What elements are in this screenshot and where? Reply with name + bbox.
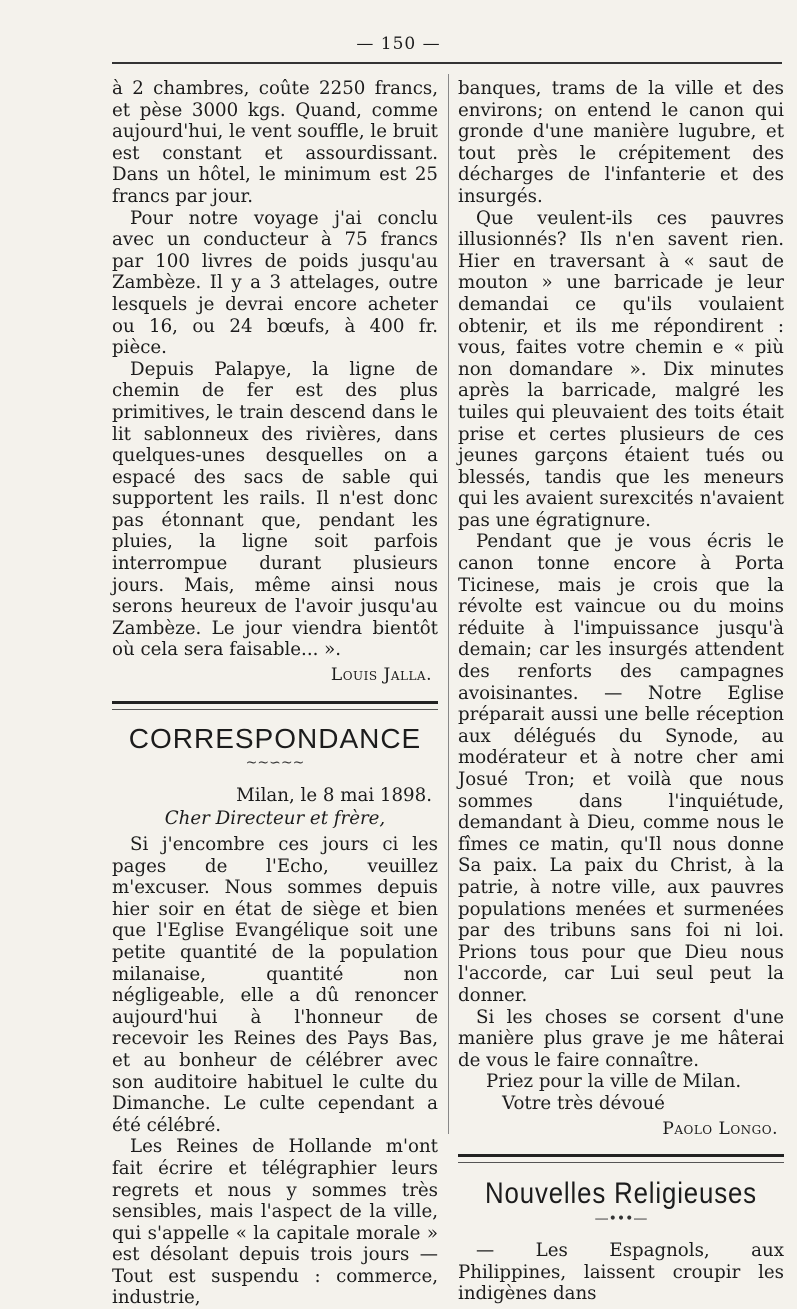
jalla-signature: Louis Jalla. xyxy=(330,665,432,686)
correspondance-heading: CORRESPONDANCE xyxy=(128,722,422,754)
letter-paragraph-2: Les Reines de Hollande m'ont fait écrire et télégraphier leurs regrets et nous y sommes très sensibles, mais l'aspect de la ville, qui s'appelle « la capitale morale » est désolant depuis trois jours — Tout est suspendu : commerce, industrie, xyxy=(112,1136,438,1309)
right-paragraph-3: Pendant que je vous écris le canon tonne encore à Porta Ticinese, mais je crois que la révolte est vaincue ou du moins réduite à l'impuissance jusqu'à demain; car les insurgés attendent des renforts des campagnes avoisinantes. — Notre Eglise préparait aussi une belle réception aux délégués du Synode, au modérateur et à notre cher ami Josué Tron; et voilà que nous sommes dans l'inquiétude, demandant à Dieu, comme nous le fîmes ce matin, qu'Il nous donne Sa paix. La paix du Christ, à la patrie, à notre ville, aux pauvres populations menées et surmenées par des tribuns sans foi ni loi. Prions tous pour que Dieu nous l'accorde, car Lui seul peut la donner. xyxy=(458,531,784,1006)
news-paragraph: — Les Espagnols, aux Philippines, laissent croupir les indigènes dans xyxy=(458,1240,784,1305)
left-column xyxy=(112,78,438,1309)
right-column xyxy=(458,78,784,1305)
left-paragraph-2: Pour notre voyage j'ai conclu avec un conducteur à 75 francs par 100 livres de poids jusqu'au Zambèze. Il y a 3 attelages, outre lesquels je devrai encore acheter ou 16, ou 24 bœufs, à 400 fr. pièce. xyxy=(112,207,438,359)
right-paragraph-4: Si les choses se corsent d'une manière plus grave je me hâterai de vous le faire connaître. xyxy=(458,1006,784,1071)
header-rule xyxy=(112,62,782,64)
heading-ornament: ~~∽~~ xyxy=(245,755,305,772)
letter-closing-1: Priez pour la ville de Milan. xyxy=(486,1071,742,1093)
letter-closing-2: Votre très dévoué xyxy=(502,1092,665,1114)
letter-dateline: Milan, le 8 mai 1898. xyxy=(236,784,432,806)
column-divider xyxy=(448,74,449,1134)
longo-signature: Paolo Longo. xyxy=(662,1118,778,1139)
letter-paragraph-1: Si j'encombre ces jours ci les pages de l'Echo, veuillez m'excuser. Nous sommes depuis hier soir en état de siège et bien que l'Eglise Evangélique soit une petite quantité de la population milanaise, quantité non négligeable, elle a dû renoncer aujourd'hui à l'honneur de recevoir les Reines des Pays Bas, et au bonheur de célébrer avec son auditoire habituel le culte du Dimanche. Le culte cependant a été célébré. xyxy=(112,834,438,1136)
heading-ornament-right: —•••— xyxy=(594,1210,648,1227)
nouvelles-heading: Nouvelles Religieuses xyxy=(485,1177,757,1211)
section-rule xyxy=(112,701,438,710)
page-number: — 150 — xyxy=(356,34,441,54)
section-rule-right xyxy=(458,1154,784,1163)
left-paragraph-3: Depuis Palapye, la ligne de chemin de fer est des plus primitives, le train descend dans le lit sablonneux des rivières, dans quelques-unes desquelles on a espacé des sacs de sable qui supportent les rails. Il n'est donc pas étonnant que, pendant les pluies, la ligne soit parfois interrompue durant plusieurs jours. Mais, même ainsi nous serons heureux de l'avoir jusqu'au Zambèze. Le jour viendra bientôt où cela sera faisable... ». xyxy=(112,358,438,661)
right-continuation-paragraph: banques, trams de la ville et des environs; on entend le canon qui gronde d'une manière lugubre, et tout près le crépitement des décharges de l'infanterie et des insurgés. xyxy=(458,78,784,207)
right-paragraph-2: Que veulent-ils ces pauvres illusionnés? Ils n'en savent rien. Hier en traversant à « saut de mouton » une barricade je leur demandai ce qu'ils voulaient obtenir, et ils me répondirent : vous, faites votre chemin e « più non domandare ». Dix minutes après la barricade, malgré les tuiles qui pleuvaient des toits était prise et certes plusieurs de ces jeunes garçons étaient tués ou blessés, tandis que les meneurs qui les avaient surexcités n'avaient pas une égratignure. xyxy=(458,207,784,531)
left-continuation-paragraph: à 2 chambres, coûte 2250 francs, et pèse 3000 kgs. Quand, comme aujourd'hui, le vent souffle, le bruit est constant et assourdissant. Dans un hôtel, le minimum est 25 francs par jour. xyxy=(112,78,438,207)
letter-salutation: Cher Directeur et frère, xyxy=(164,808,386,830)
